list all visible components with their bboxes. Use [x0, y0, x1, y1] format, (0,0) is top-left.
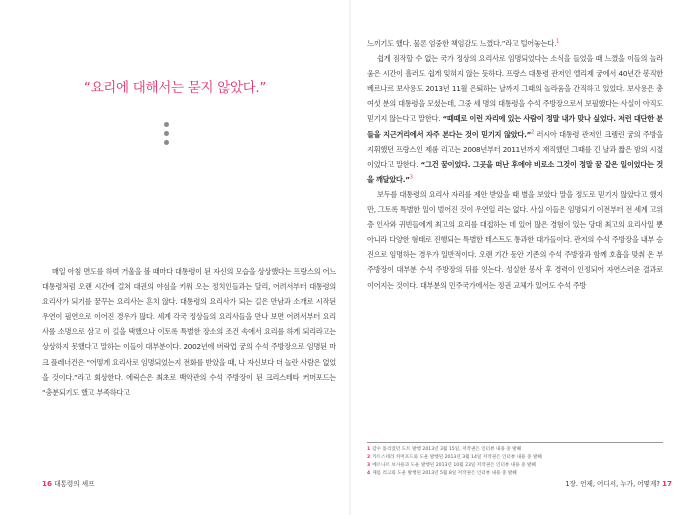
footnote-ref[interactable]: 1 [556, 38, 560, 45]
highlighted-quote: “그건 꿈이었다. 그곳을 떠난 후에야 비로소 그것이 정말 꿈 같은 일이었다는 것을 깨달았다.” [367, 159, 663, 184]
page-number: 16 [42, 479, 53, 488]
paragraph: 매일 아침 면도를 하며 거울을 볼 때마다 대통령이 된 자신의 모습을 상상했다는 프랑스의 어느 대통령처럼 오랜 시간에 걸쳐 대권의 야심을 키워 오는 정치인들과는 달리, 어려서부터 대통령의 요리사가 되기를 꿈꾸는 요리사는 흔치 않다. 대통령의 요리사가 되는 길은 만남과 소개로 시작된 우연이 필연으로 이어진 경우가 많다. 세계 각국 정상들의 요리사들을 만나 보면 어려서부터 요리사를 소명으로 삼고 이 길을 택했으나 이토록 특별한 장소의 조건 속에서 요리를 하게 되리라고는 상상하지 못했다고 말하는 이들이 대부분이다. 2002년에 버락업 궁의 수석 주방장으로 임명된 마크 플레너건은 “어떻게 요리사로 임명되었는지 전화를 받았을 때, 나 자신보다 더 놀란 사람은 없었을 것이다.”라고 회상한다. 에릭슨은 최초로 백악관의 수석 주방장이 된 크리스테타 커머포드는 “충분되기도 했고 부족하다고 [42, 267, 336, 397]
right-page-folio [565, 478, 672, 488]
pull-quote: “요리에 대해서는 묻지 않았다.” [83, 80, 267, 96]
footnote [367, 470, 663, 478]
running-title: 대통령의 셰프 [54, 480, 95, 488]
footnote-number: 2 [367, 455, 371, 460]
right-page-body [367, 36, 663, 293]
paragraph-text: 러시아 대통령 관저인 크렘린 궁의 주방을 지휘했던 프랑스인 제롬 리고는 2008년부터 2011년까지 재직했던 그때를 긴 날과 짧은 밤의 시절이었다고 말한다. [367, 129, 663, 169]
footnote-text: 감수 틀리었던 도트 발행 2013년 3월 15일, 저작권은 인터뷰 내용 중 발췌 [372, 447, 522, 452]
vertical-ellipsis-icon [164, 122, 170, 146]
paragraph: 보두를 대통령의 요리사 자리를 제안 받았을 때 별을 보았다 말을 정도로 믿기지 않았다고 했지만, 그토록 특별한 일이 벌어진 것이 우연일 리는 없다. 사실 이들은 임명되기 이전부터 전 세계 고위층 인사와 귀빈들에게 최고의 요리를 대접하는 데 있어 많은 경험이 있는 당대 최고의 요리사일 뿐 아니라 다양한 형태로 진행되는 특별한 테스트도 통과한 대가들이다. 관저의 수석 주방장을 내부 승진으로 임명하는 경우가 일반적이다. 오랜 기간 동안 기존의 수석 주방장과 함께 호흡을 맞춰 온 부주방장이 대부분 수석 주방장의 뒤를 잇는다. 성실한 봉사 후 경력이 인정되어 자연스러운 결과로 이어지는 것이다. 대부분의 민주국가에서는 정권 교체가 있어도 수석 주방 [367, 189, 663, 290]
footnote-number: 4 [367, 471, 371, 476]
footnote [367, 462, 663, 470]
footnote-text: 카트스테라 커머포드와 도운 발행된 2013년 3월 14일 저작권은 인터뷰 내용 중 발췌 [372, 455, 542, 460]
highlighted-quote: “때때로 이런 자리에 있는 사람이 정말 내가 맞나 싶었다. 저런 대단한 분들을 지근거리에서 자주 본다는 것이 믿기지 않았다.” [367, 114, 663, 139]
paragraph-text: 느끼기도 했다. 물론 엄중한 책임감도 느꼈다.”라고 털어놓는다. [367, 39, 557, 48]
running-title: 1장. 언제, 어디서, 누가, 어떻게? [565, 480, 660, 488]
paragraph [367, 51, 663, 187]
page-number: 17 [661, 479, 672, 488]
paragraph [367, 36, 663, 51]
footnotes [367, 442, 663, 478]
footnote [367, 454, 663, 462]
left-page-body [42, 264, 336, 400]
book-gutter [349, 0, 351, 515]
paragraph-text: 쉽게 짐작할 수 없는 국가 정상의 요리사로 임명되었다는 소식을 들었을 때 느꼈을 이들의 놀라움은 시간이 흘러도 쉽게 잊혀지 않는 듯하다. 프랑스 대통령 관저인 엘리제 궁에서 40년간 봉직한 베르나르 보사용도 2013년 11월 은퇴하는 날까지 그때의 놀라움을 간직하고 있었다. 보사용은 총 여섯 분의 대통령을 모셨는데, 그중 세 명의 대통령을 수석 주방장으로서 보필했다는 사실이 아직도 믿기지 않는다고 말한다. [367, 54, 663, 124]
footnote-number: 1 [367, 447, 371, 452]
footnote-text: 베르나르 보사용과 도운 발행된 2013년 10월 23일 저작권은 인터뷰 내용 중 발췌 [372, 463, 536, 468]
footnote-ref[interactable]: 3 [409, 174, 413, 181]
footnote-text: 제롬 리고와 도운 발행된 2013년 5월 8일 저작권은 인터뷰 내용 중 발췌 [372, 471, 517, 476]
left-page-folio [42, 478, 94, 488]
footnote-number: 3 [367, 463, 371, 468]
footnote [367, 446, 663, 454]
footnote-ref[interactable]: 2 [531, 129, 534, 136]
